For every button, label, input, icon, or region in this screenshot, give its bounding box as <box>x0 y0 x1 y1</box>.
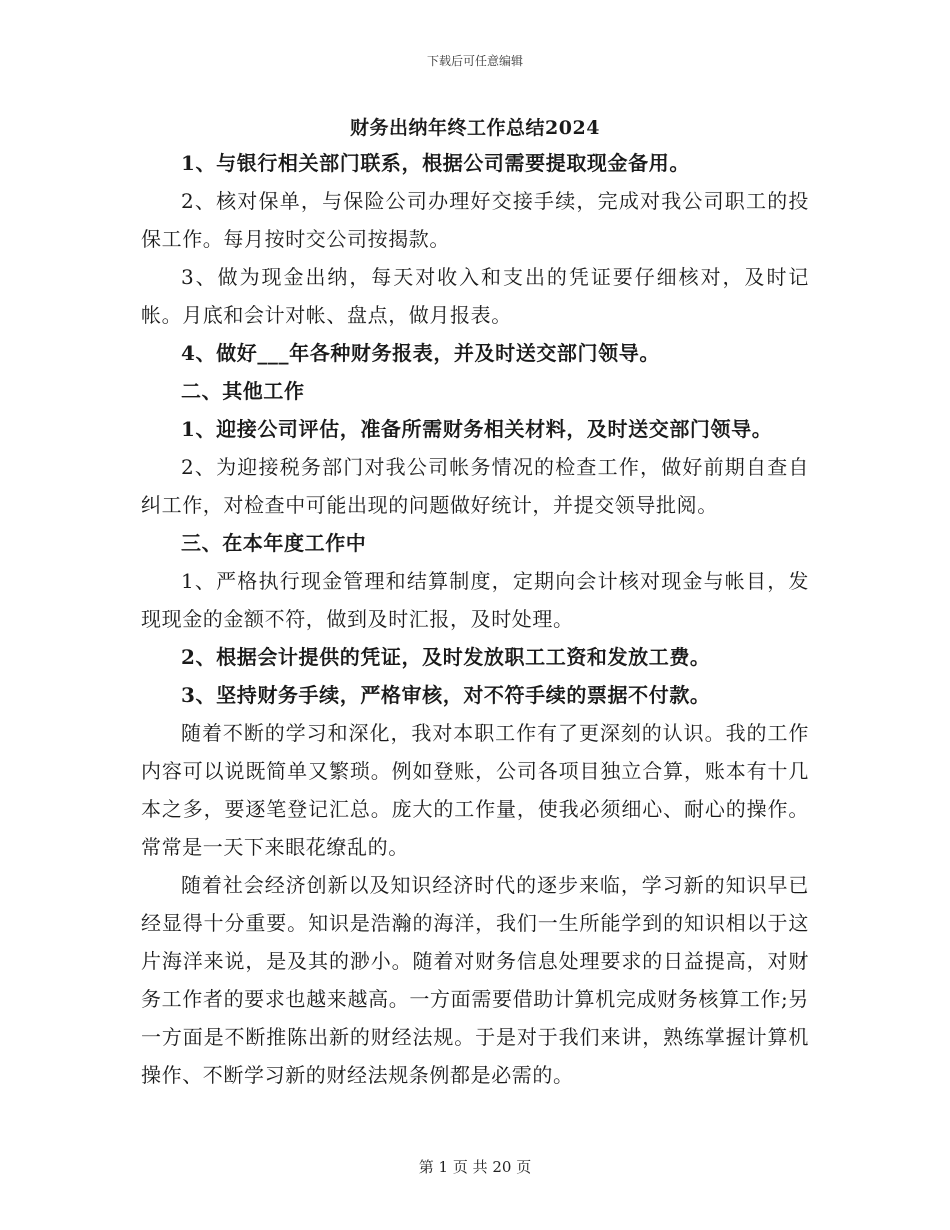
paragraph-6: 1、迎接公司评估，准备所需财务相关材料，及时送交部门领导。 <box>181 417 773 441</box>
document-body <box>141 144 809 1094</box>
section-heading-other-work: 二、其他工作 <box>181 379 305 403</box>
paragraph-4: 4、做好___年各种财务报表，并及时送交部门领导。 <box>181 341 660 365</box>
paragraph-1: 1、与银行相关部门联系，根据公司需要提取现金备用。 <box>181 151 690 175</box>
paragraph-3: 3、做为现金出纳，每天对收入和支出的凭证要仔细核对，及时记帐。月底和会计对帐、盘点，做月报表。 <box>141 265 809 327</box>
section-heading-this-year: 三、在本年度工作中 <box>181 531 367 555</box>
paragraph-9: 1、严格执行现金管理和结算制度，定期向会计核对现金与帐目，发现现金的金额不符，做到及时汇报，及时处理。 <box>141 569 809 631</box>
paragraph-10: 2、根据会计提供的凭证，及时发放职工工资和发放工费。 <box>181 645 711 669</box>
paragraph-7: 2、为迎接税务部门对我公司帐务情况的检查工作，做好前期自查自纠工作，对检查中可能出现的问题做好统计，并提交领导批阅。 <box>141 455 809 517</box>
document-title: 财务出纳年终工作总结2024 <box>350 117 600 139</box>
paragraph-11: 3、坚持财务手续，严格审核，对不符手续的票据不付款。 <box>181 683 711 707</box>
paragraph-2: 2、核对保单，与保险公司办理好交接手续，完成对我公司职工的投保工作。每月按时交公司按揭款。 <box>141 189 809 251</box>
page-number: 第 1 页 共 20 页 <box>418 1158 532 1176</box>
paragraph-13: 随着社会经济创新以及知识经济时代的逐步来临，学习新的知识早已经显得十分重要。知识是浩瀚的海洋，我们一生所能学到的知识相以于这片海洋来说，是及其的渺小。随着对财务信息处理要求的日益提高，对财务工作者的要求也越来越高。一方面需要借助计算机完成财务核算工作;另一方面是不断推陈出新的财经法规。于是对于我们来讲，熟练掌握计算机操作、不断学习新的财经法规条例都是必需的。 <box>141 873 809 1087</box>
page-header-note: 下载后可任意编辑 <box>426 54 523 68</box>
paragraph-12: 随着不断的学习和深化，我对本职工作有了更深刻的认识。我的工作内容可以说既简单又繁琐。例如登账，公司各项目独立合算，账本有十几本之多，要逐笔登记汇总。庞大的工作量，使我必须细心、耐心的操作。常常是一天下来眼花缭乱的。 <box>141 721 809 859</box>
